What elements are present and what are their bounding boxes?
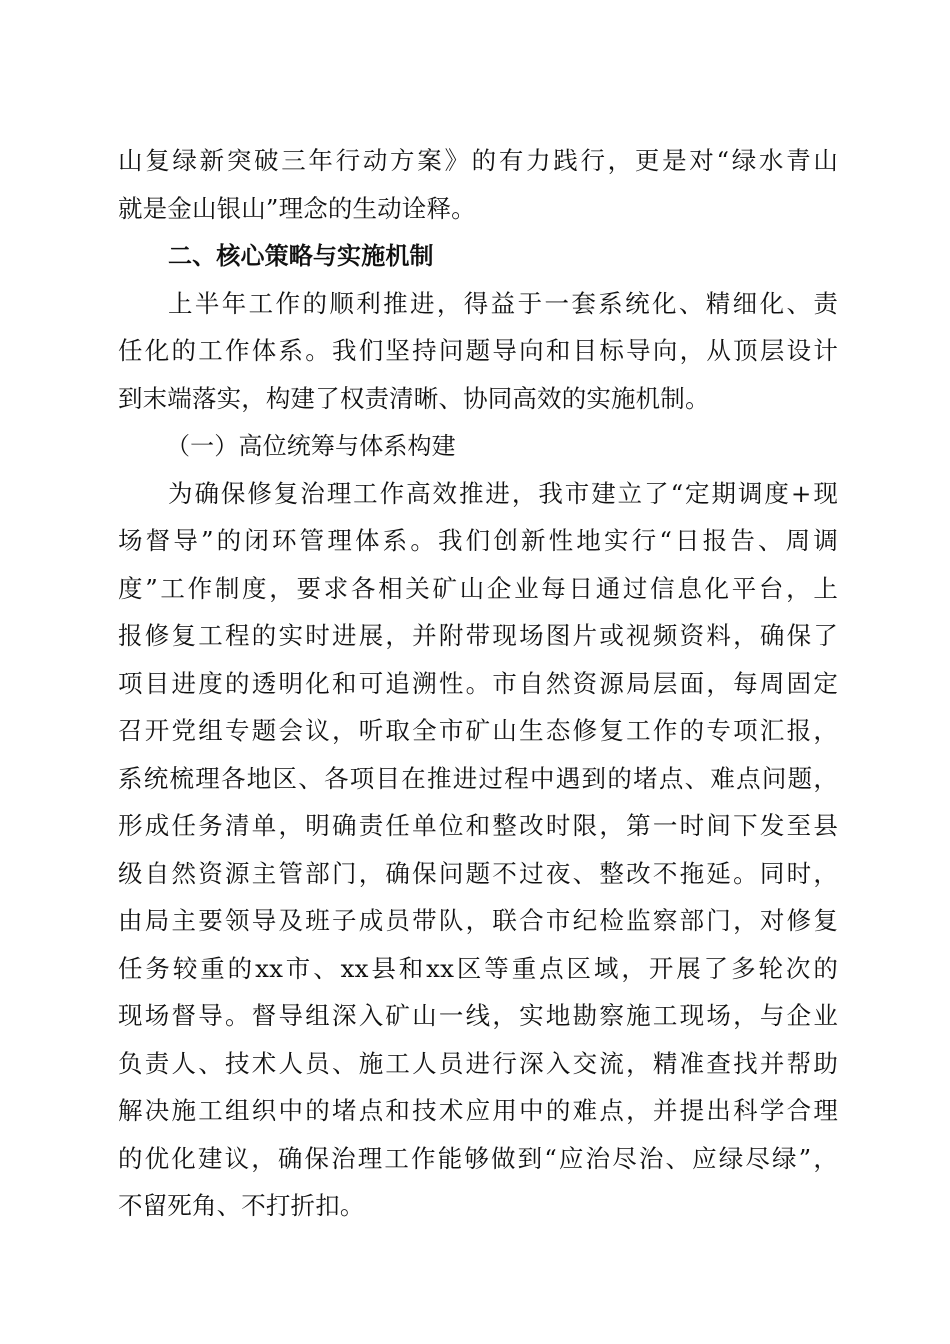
section-heading: 二、核心策略与实施机制 xyxy=(168,242,434,270)
body-line-12: 现场督导。督导组深入矿山一线，实地勘察施工现场，与企业 xyxy=(118,1001,838,1030)
section-intro-line-1: 上半年工作的顺利推进，得益于一套系统化、精细化、责 xyxy=(168,289,838,318)
body-line-2: 场督导”的闭环管理体系。我们创新性地实行“日报告、周调 xyxy=(118,526,838,555)
body-line-6: 召开党组专题会议，听取全市矿山生态修复工作的专项汇报， xyxy=(118,716,838,745)
body-line-8: 形成任务清单，明确责任单位和整改时限，第一时间下发至县 xyxy=(118,811,838,840)
subsection-heading: （一）高位统筹与体系构建 xyxy=(166,432,456,460)
section-intro-line-3: 到末端落实，构建了权责清晰、协同高效的实施机制。 xyxy=(118,384,710,413)
continuation-line-1: 山复绿新突破三年行动方案》的有力践行，更是对“绿水青山 xyxy=(118,146,838,175)
body-line-7: 系统梳理各地区、各项目在推进过程中遇到的堵点、难点问题， xyxy=(118,764,838,793)
body-line-15: 的优化建议，确保治理工作能够做到“应治尽治、应绿尽绿”， xyxy=(118,1144,838,1173)
body-line-11: 任务较重的xx市、xx县和xx区等重点区域，开展了多轮次的 xyxy=(118,954,838,983)
body-line-1: 为确保修复治理工作高效推进，我市建立了“定期调度+现 xyxy=(168,479,838,508)
body-line-4: 报修复工程的实时进展，并附带现场图片或视频资料，确保了 xyxy=(118,621,838,650)
body-line-14: 解决施工组织中的堵点和技术应用中的难点，并提出科学合理 xyxy=(118,1096,838,1125)
section-intro-line-2: 任化的工作体系。我们坚持问题导向和目标导向，从顶层设计 xyxy=(118,336,838,365)
continuation-line-2: 就是金山银山”理念的生动诠释。 xyxy=(118,194,476,223)
body-line-16: 不留死角、不打折扣。 xyxy=(118,1191,365,1220)
body-line-10: 由局主要领导及班子成员带队，联合市纪检监察部门，对修复 xyxy=(118,906,838,935)
body-line-9: 级自然资源主管部门，确保问题不过夜、整改不拖延。同时， xyxy=(118,859,838,888)
body-line-3: 度”工作制度，要求各相关矿山企业每日通过信息化平台，上 xyxy=(118,574,838,603)
body-line-13: 负责人、技术人员、施工人员进行深入交流，精准查找并帮助 xyxy=(118,1049,838,1078)
body-line-5: 项目进度的透明化和可追溯性。市自然资源局层面，每周固定 xyxy=(118,669,838,698)
